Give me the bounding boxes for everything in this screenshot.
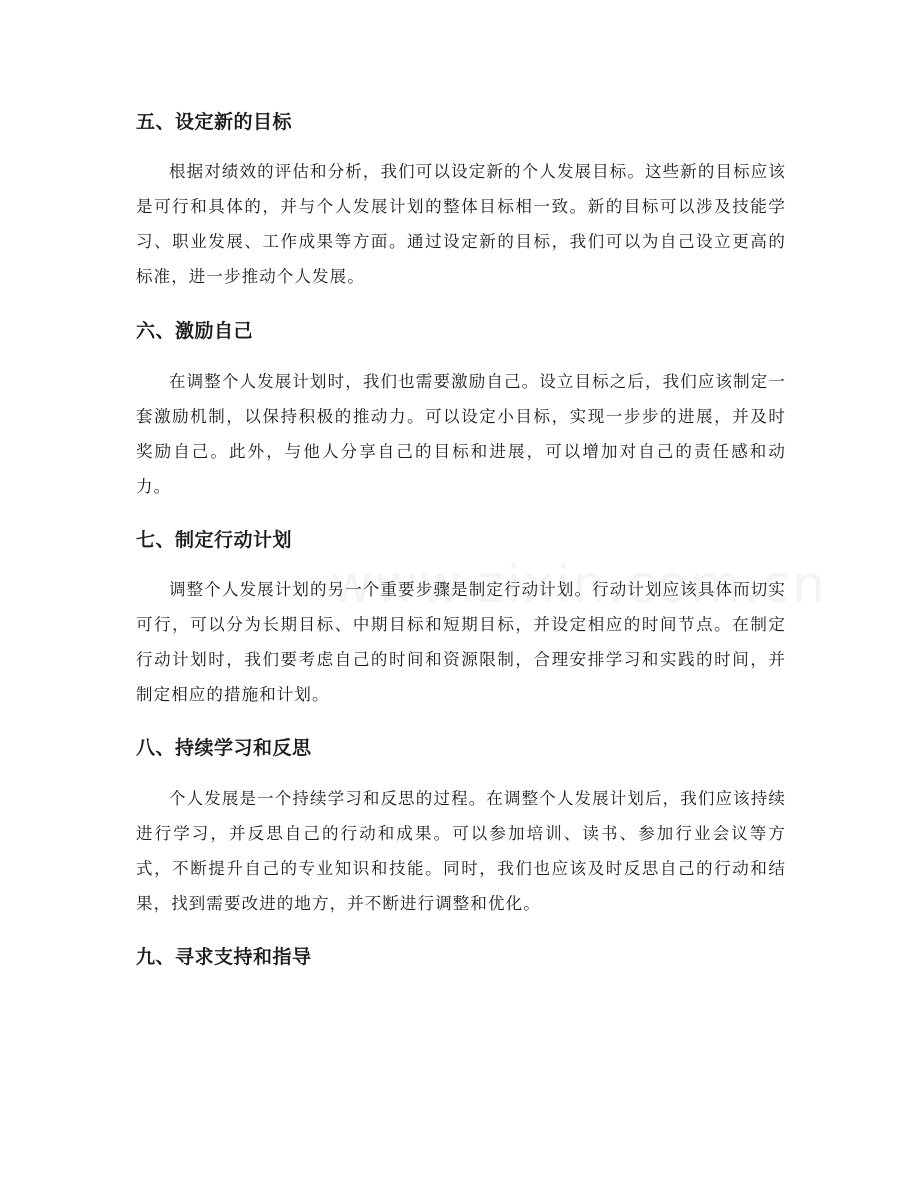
- section-heading-8: 八、持续学习和反思: [136, 737, 312, 759]
- section-heading-7: 七、制定行动计划: [136, 529, 293, 551]
- section-body-8: 个人发展是一个持续学习和反思的过程。在调整个人发展计划后，我们应该持续进行学习，并反思自己的行动和成果。可以参加培训、读书、参加行业会议等方式，不断提升自己的专业知识和技能。同时，我们也应该及时反思自己的行动和结果，找到需要改进的地方，并不断进行调整和优化。: [136, 789, 786, 913]
- section-body-7: 调整个人发展计划的另一个重要步骤是制定行动计划。行动计划应该具体而切实可行，可以分为长期目标、中期目标和短期目标，并设定相应的时间节点。在制定行动计划时，我们要考虑自己的时间和资源限制，合理安排学习和实践的时间，并制定相应的措施和计划。: [136, 580, 786, 704]
- section-heading-6: 六、激励自己: [136, 320, 254, 342]
- section-body-5: 根据对绩效的评估和分析，我们可以设定新的个人发展目标。这些新的目标应该是可行和具体的，并与个人发展计划的整体目标相一致。新的目标可以涉及技能学习、职业发展、工作成果等方面。通过设定新的目标，我们可以为自己设立更高的标准，进一步推动个人发展。: [136, 162, 786, 286]
- section-heading-5: 五、设定新的目标: [136, 111, 293, 133]
- section-heading-9: 九、寻求支持和指导: [136, 946, 312, 968]
- section-body-6: 在调整个人发展计划时，我们也需要激励自己。设立目标之后，我们应该制定一套激励机制，以保持积极的推动力。可以设定小目标，实现一步步的进展，并及时奖励自己。此外，与他人分享自己的目标和进展，可以增加对自己的责任感和动力。: [136, 372, 786, 496]
